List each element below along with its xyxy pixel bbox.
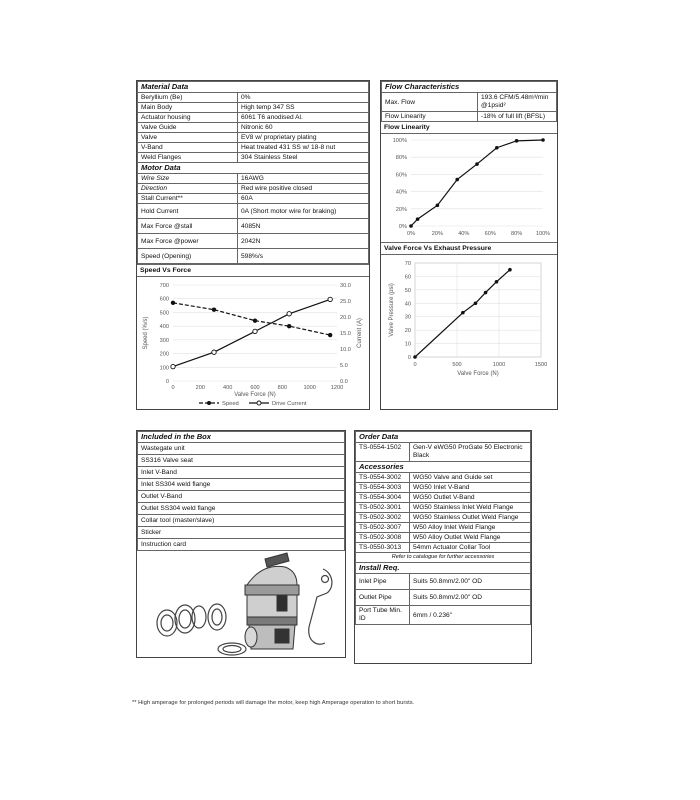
motor-label: Speed (Opening) — [138, 249, 238, 264]
motor-value: 0A (Short motor wire for braking) — [238, 204, 369, 219]
order-panel — [354, 430, 532, 664]
pressure-point — [495, 280, 499, 284]
max-flow-label: Max. Flow — [382, 93, 478, 112]
y-tick-label: 500 — [159, 310, 169, 317]
y-tick-label: 50 — [404, 287, 411, 294]
x-tick-label: 60% — [484, 231, 496, 237]
footnote: ** High amperage for prolonged periods will damage the motor, keep high Amperage operation to short bursts. — [132, 700, 415, 706]
accessory-row — [356, 493, 531, 503]
x-tick-label: 0 — [413, 362, 417, 368]
material-value: Heat treated 431 SS w/ 18-8 nut — [238, 143, 369, 153]
y-tick-label: 20 — [404, 328, 411, 335]
y-tick-label: 400 — [159, 324, 169, 331]
y-tick-label: 10 — [404, 341, 411, 348]
y2-tick-label: 0.0 — [340, 379, 348, 385]
material-title: Material Data — [138, 82, 369, 93]
x-tick-label: 200 — [195, 385, 206, 391]
box-item-row — [138, 467, 345, 479]
y-tick-label: 0% — [398, 224, 407, 230]
y2-tick-label: 20.0 — [340, 315, 351, 321]
legend-current-label: Drive Current — [272, 401, 307, 407]
port-tube-value: 6mm / 0.236" — [410, 606, 531, 625]
material-value: High temp 347 SS — [238, 103, 369, 113]
box-item-row — [138, 479, 345, 491]
material-row — [138, 113, 369, 123]
legend-current-marker — [257, 401, 261, 405]
plot-area — [415, 263, 541, 357]
speed-vs-force-chart — [137, 277, 369, 407]
x-tick-label: 40% — [458, 231, 470, 237]
material-row — [138, 143, 369, 153]
y2-axis-label: Current (A) — [357, 318, 363, 348]
motor-value: 16AWG — [238, 174, 369, 184]
y-axis-label: Valve Pressure (psi) — [389, 283, 395, 337]
order-table — [355, 431, 531, 625]
box-item: Instruction card — [138, 539, 345, 551]
flow-point — [475, 162, 479, 166]
flow-linearity-value: -18% of full lift (BFSL) — [478, 112, 557, 122]
current-point — [253, 329, 257, 333]
material-label: Actuator housing — [138, 113, 238, 123]
material-row — [138, 153, 369, 163]
current-point — [287, 312, 291, 316]
accessory-row — [356, 523, 531, 533]
box-item: Wastegate unit — [138, 443, 345, 455]
current-point — [328, 297, 332, 301]
x-tick-label: 500 — [452, 362, 462, 368]
material-label: Valve Guide — [138, 123, 238, 133]
material-value: 6061 T6 anodised Al. — [238, 113, 369, 123]
accessory-row — [356, 473, 531, 483]
order-description: Gen-V eWG50 ProGate 50 Electronic Black — [410, 443, 531, 462]
accessory-label: TS-0502-3002 — [356, 513, 410, 523]
accessory-label: TS-0554-3002 — [356, 473, 410, 483]
motor-row — [138, 219, 369, 234]
material-label: Weld Flanges — [138, 153, 238, 163]
motor-label: Stall Current** — [138, 194, 238, 204]
motor-row — [138, 234, 369, 249]
material-value: 304 Stainless Steel — [238, 153, 369, 163]
flow-chart-title: Flow Linearity — [381, 122, 557, 134]
flow-linearity-label: Flow Linearity — [382, 112, 478, 122]
pressure-point — [413, 355, 417, 359]
motor-value: 4085N — [238, 219, 369, 234]
box-item: Inlet SS304 weld flange — [138, 479, 345, 491]
material-row — [138, 93, 369, 103]
motor-row — [138, 249, 369, 264]
pressure-point — [484, 291, 488, 295]
current-point — [212, 350, 216, 354]
y-tick-label: 600 — [159, 296, 169, 303]
motor-value: 598%/s — [238, 249, 369, 264]
flow-linearity-chart — [381, 134, 557, 242]
pressure-point — [474, 301, 478, 305]
x-tick-label: 1000 — [303, 385, 316, 391]
speed-point — [328, 333, 332, 337]
box-item: SS316 Valve seat — [138, 455, 345, 467]
material-label: Beryllium (Be) — [138, 93, 238, 103]
accessory-label: TS-0502-3007 — [356, 523, 410, 533]
box-item: Outlet V-Band — [138, 491, 345, 503]
y-tick-label: 300 — [159, 337, 169, 344]
accessory-row — [356, 533, 531, 543]
speed-point — [171, 301, 175, 305]
pressure-point — [461, 311, 465, 315]
y-tick-label: 70 — [404, 261, 411, 267]
material-value: Nitronic 60 — [238, 123, 369, 133]
box-item: Collar tool (master/slave) — [138, 515, 345, 527]
speed-chart-title: Speed Vs Force — [137, 264, 369, 277]
y2-tick-label: 10.0 — [340, 347, 351, 353]
outlet-pipe-value: Suits 50.8mm/2.00" OD — [410, 590, 531, 606]
flow-panel — [380, 80, 558, 410]
y-tick-label: 0 — [407, 355, 411, 361]
box-item-row — [138, 491, 345, 503]
order-code: TS-0554-1502 — [356, 443, 410, 462]
x-tick-label: 80% — [510, 231, 523, 237]
material-row — [138, 103, 369, 113]
inlet-pipe-value: Suits 50.8mm/2.00" OD — [410, 574, 531, 590]
motor-label: Wire Size — [138, 174, 238, 184]
box-title: Included in the Box — [138, 432, 345, 443]
box-item: Inlet V-Band — [138, 467, 345, 479]
flow-title: Flow Characteristics — [382, 82, 557, 93]
motor-row — [138, 184, 369, 194]
box-item: Outlet SS304 weld flange — [138, 503, 345, 515]
y2-tick-label: 30.0 — [340, 283, 351, 289]
y-tick-label: 80% — [395, 155, 407, 162]
vp-chart-title: Valve Force Vs Exhaust Pressure — [381, 242, 557, 255]
inlet-pipe-label: Inlet Pipe — [356, 574, 410, 590]
y2-tick-label: 5.0 — [340, 363, 348, 369]
flow-point — [416, 217, 420, 221]
y-tick-label: 40% — [395, 189, 407, 196]
x-tick-label: 0 — [171, 385, 175, 391]
flow-table — [381, 81, 557, 122]
install-title: Install Req. — [356, 563, 531, 574]
motor-label: Direction — [138, 184, 238, 194]
y2-tick-label: 25.0 — [340, 299, 351, 305]
y-tick-label: 100 — [159, 365, 169, 372]
material-value: 0% — [238, 93, 369, 103]
x-tick-label: 1200 — [330, 385, 344, 391]
order-title: Order Data — [356, 432, 531, 443]
speed-point — [212, 307, 216, 311]
box-item: Sticker — [138, 527, 345, 539]
box-table — [137, 431, 345, 551]
y-tick-label: 40 — [404, 301, 411, 308]
x-tick-label: 20% — [431, 231, 444, 237]
box-item-row — [138, 455, 345, 467]
y-tick-label: 30 — [404, 314, 411, 321]
legend-speed-marker — [207, 401, 211, 405]
accessory-label: TS-0502-3008 — [356, 533, 410, 543]
box-item-row — [138, 527, 345, 539]
motor-value: Red wire positive closed — [238, 184, 369, 194]
flow-point — [409, 224, 413, 228]
x-tick-label: 100% — [535, 231, 551, 237]
y2-tick-label: 15.0 — [340, 331, 351, 337]
x-tick-label: 800 — [277, 385, 288, 391]
legend-speed-label: Speed — [222, 401, 239, 407]
x-axis-label: Valve Force (N) — [457, 371, 499, 377]
flow-point — [515, 139, 519, 143]
material-motor-panel — [136, 80, 370, 410]
accessory-label: TS-0554-3003 — [356, 483, 410, 493]
y-tick-label: 700 — [159, 283, 169, 289]
accessory-row — [356, 503, 531, 513]
accessory-value: WG50 Outlet V-Band — [410, 493, 531, 503]
accessories-note: Refer to catalogue for further accessories — [356, 553, 531, 563]
y-tick-label: 0 — [165, 379, 169, 385]
accessory-value: 54mm Actuator Collar Tool — [410, 543, 531, 553]
valve-force-pressure-chart — [381, 255, 557, 390]
motor-label: Max Force @power — [138, 234, 238, 249]
flow-point — [436, 204, 440, 208]
pressure-point — [508, 268, 512, 272]
motor-row — [138, 204, 369, 219]
y-tick-label: 200 — [159, 351, 169, 358]
accessory-value: WG50 Stainless Inlet Weld Flange — [410, 503, 531, 513]
product-illustration — [137, 551, 345, 663]
y-tick-label: 100% — [392, 138, 407, 144]
accessory-value: W50 Alloy Outlet Weld Flange — [410, 533, 531, 543]
flow-point — [495, 146, 499, 150]
motor-row — [138, 194, 369, 204]
accessory-label: TS-0502-3001 — [356, 503, 410, 513]
current-point — [171, 364, 175, 368]
y-tick-label: 60 — [404, 274, 411, 281]
speed-point — [287, 324, 291, 328]
box-item-row — [138, 539, 345, 551]
x-tick-label: 1000 — [492, 362, 506, 368]
accessories-title: Accessories — [356, 462, 531, 473]
motor-label: Hold Current — [138, 204, 238, 219]
motor-label: Max Force @stall — [138, 219, 238, 234]
x-tick-label: 0% — [406, 231, 416, 237]
material-label: Valve — [138, 133, 238, 143]
current-series-line — [173, 299, 330, 366]
accessory-value: WG50 Stainless Outlet Weld Flange — [410, 513, 531, 523]
material-label: V-Band — [138, 143, 238, 153]
accessory-row — [356, 543, 531, 553]
material-value: EV8 w/ proprietary plating — [238, 133, 369, 143]
motor-row — [138, 174, 369, 184]
x-tick-label: 600 — [250, 385, 260, 391]
accessory-row — [356, 483, 531, 493]
material-row — [138, 123, 369, 133]
x-tick-label: 1500 — [534, 362, 548, 368]
accessory-value: W50 Alloy Inlet Weld Flange — [410, 523, 531, 533]
motor-value: 60A — [238, 194, 369, 204]
max-flow-value: 193.6 CFM/5.48m³/min @1psid² — [478, 93, 557, 112]
accessory-row — [356, 513, 531, 523]
x-tick-label: 400 — [222, 385, 233, 391]
x-axis-label: Valve Force (N) — [234, 392, 276, 398]
outlet-pipe-label: Outlet Pipe — [356, 590, 410, 606]
y-tick-label: 60% — [395, 172, 407, 179]
material-row — [138, 133, 369, 143]
accessory-value: WG50 Inlet V-Band — [410, 483, 531, 493]
y-tick-label: 20% — [395, 206, 407, 213]
box-panel — [136, 430, 346, 658]
speed-point — [253, 318, 257, 322]
flow-point — [541, 138, 545, 142]
box-item-row — [138, 515, 345, 527]
accessory-value: WG50 Valve and Guide set — [410, 473, 531, 483]
motor-title: Motor Data — [138, 163, 369, 174]
accessory-label: TS-0550-3013 — [356, 543, 410, 553]
y-axis-label: Speed (%/s) — [143, 316, 149, 350]
accessory-label: TS-0554-3004 — [356, 493, 410, 503]
box-item-row — [138, 443, 345, 455]
material-label: Main Body — [138, 103, 238, 113]
box-item-row — [138, 503, 345, 515]
motor-value: 2042N — [238, 234, 369, 249]
flow-series-line — [411, 140, 543, 226]
port-tube-label: Port Tube Min. ID — [356, 606, 410, 625]
flow-point — [455, 178, 459, 182]
material-table — [137, 81, 369, 264]
